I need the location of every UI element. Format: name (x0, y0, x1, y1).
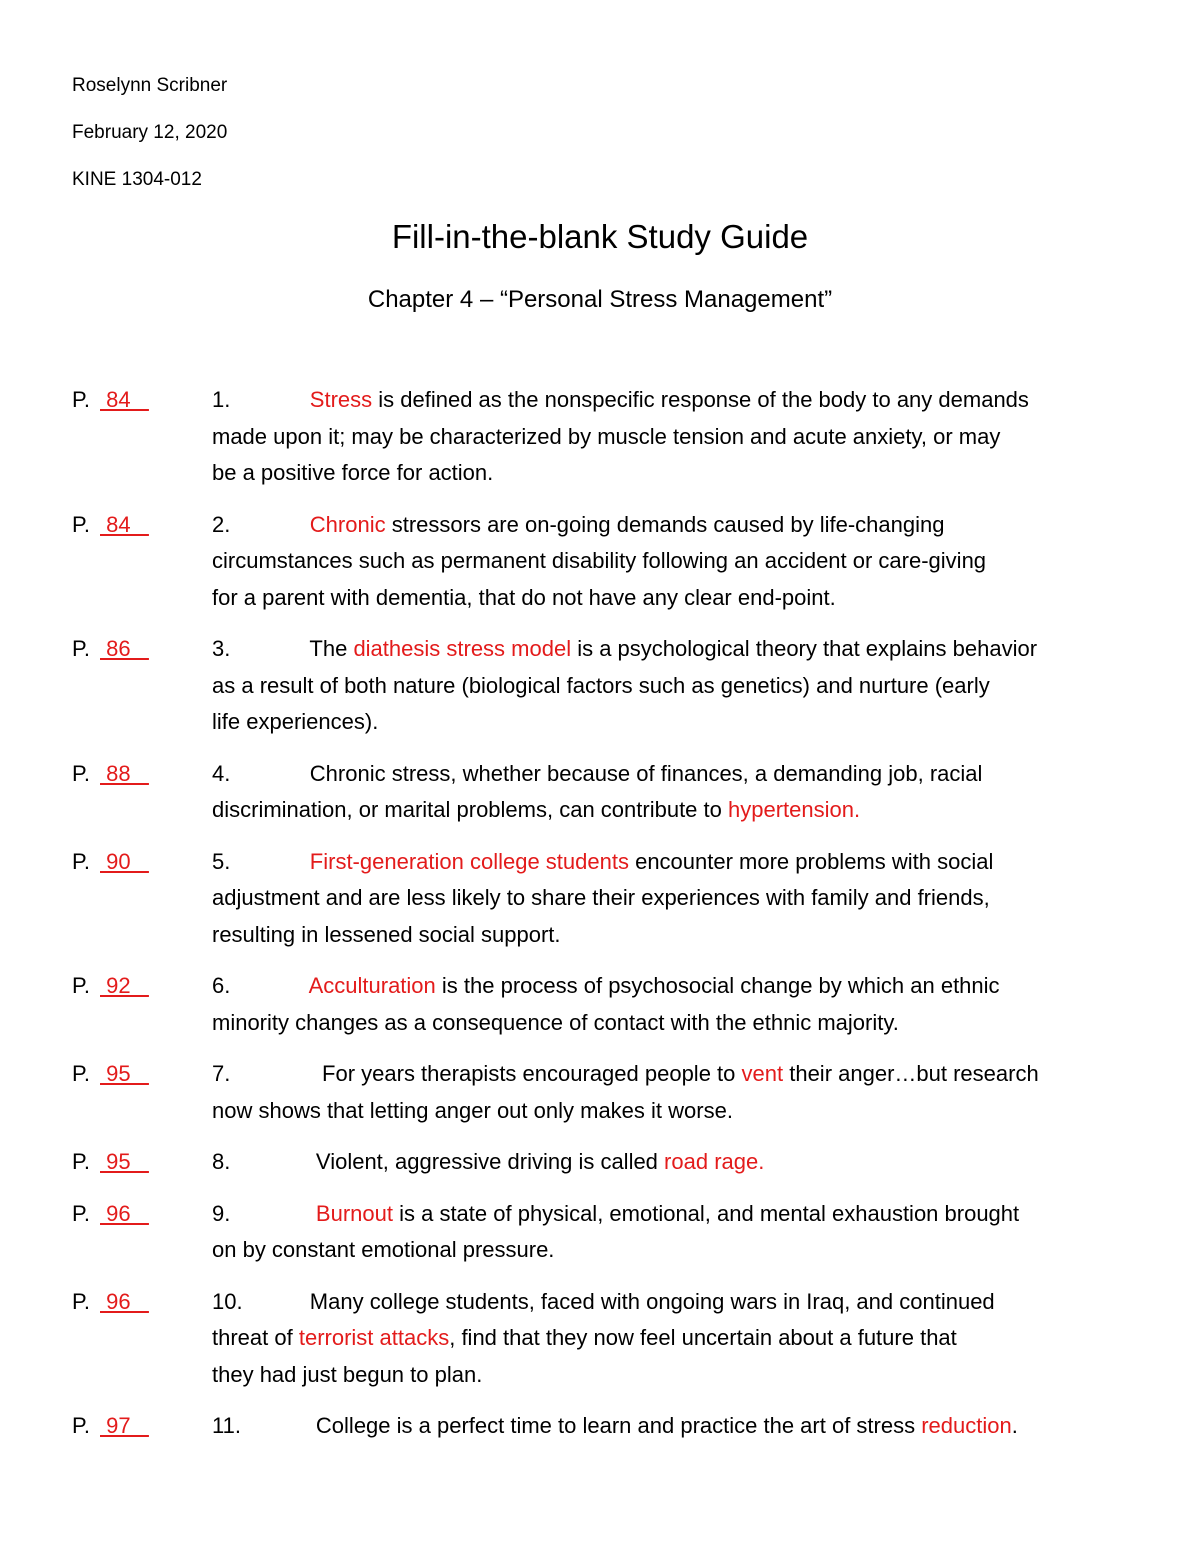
page-prefix: P. (72, 760, 90, 786)
question-text-before: The (309, 636, 354, 661)
question-text-after: . (1011, 1413, 1018, 1438)
blank-answer: hypertension. (728, 797, 861, 822)
blank-answer: Acculturation (308, 973, 436, 998)
page-number-answer: 88 (100, 760, 149, 786)
question-list (0, 382, 1200, 1460)
blank-answer: Stress (309, 387, 373, 412)
page-number-answer: 90 (100, 848, 149, 874)
question-item (0, 844, 1200, 954)
question-text (212, 382, 1122, 492)
question-text (212, 1056, 1122, 1129)
page-prefix: P. (72, 1061, 90, 1086)
question-text-before: For years therapists encouraged people to (322, 1061, 742, 1086)
question-number: 4. (212, 760, 231, 786)
question-text-after: stressors are on-going demands caused by life-changing circumstances such as permanent disability following an accident or care-giving for a parent with dementia, that do not have any clear end-point. (212, 511, 987, 610)
page-number-answer: 84 (100, 387, 149, 412)
question-text (212, 631, 1122, 741)
page-prefix: P. (72, 1200, 90, 1226)
page-prefix: P. (72, 848, 90, 874)
student-name: Roselynn Scribner (72, 75, 228, 96)
question-text (212, 1196, 1122, 1269)
question-text-after: , find that they now feel uncertain about a future that they had just begun to plan. (212, 1325, 957, 1387)
blank-answer: Burnout (315, 1200, 393, 1226)
blank-answer: road rage. (664, 1149, 765, 1174)
question-text (212, 1144, 1122, 1181)
blank-answer: First-generation college students (309, 848, 629, 874)
page-number-answer: 95 (100, 1149, 149, 1174)
question-text-after: encounter more problems with social adjustment and are less likely to share their experiences with family and friends, resulting in lessened social support. (212, 848, 994, 947)
question-text-after: is a psychological theory that explains behavior as a result of both nature (biological factors such as genetics) and nurture (early life experiences). (212, 636, 1038, 734)
page-subtitle: Chapter 4 – “Personal Stress Management” (367, 286, 833, 313)
question-text-before: Violent, aggressive driving is called (315, 1149, 665, 1174)
blank-answer: reduction (921, 1413, 1012, 1438)
question-text-before: College is a perfect time to learn and practice the art of stress (315, 1413, 922, 1438)
question-number: 9. (212, 1200, 231, 1226)
page-number-answer: 97 (100, 1413, 149, 1438)
page-number-answer: 96 (100, 1288, 149, 1314)
question-text (212, 507, 1122, 617)
question-number: 11. (212, 1413, 241, 1438)
question-text (212, 1408, 1122, 1445)
question-number: 7. (212, 1061, 231, 1086)
blank-answer: terrorist attacks (298, 1325, 450, 1350)
page-number-answer: 86 (100, 636, 149, 661)
page-title: Fill-in-the-blank Study Guide (391, 218, 809, 255)
question-text (212, 1284, 1122, 1394)
blank-answer: diathesis stress model (353, 636, 572, 661)
question-text-after: is defined as the nonspecific response of the body to any demands made upon it; may be characterized by muscle tension and acute anxiety, or may be a positive force for action. (212, 387, 1029, 485)
question-item (0, 1196, 1200, 1269)
question-text-after: their anger…but research now shows that letting anger out only makes it worse. (212, 1061, 1039, 1123)
page-prefix: P. (72, 511, 90, 537)
question-number: 1. (212, 387, 231, 412)
question-item (0, 1144, 1200, 1181)
question-item (0, 968, 1200, 1041)
question-number: 5. (212, 848, 231, 874)
question-item (0, 1408, 1200, 1445)
page-number-answer: 95 (100, 1061, 149, 1086)
page-prefix: P. (72, 973, 90, 998)
question-text-before: Chronic stress, whether because of finances, a demanding job, racial discrimination, or marital problems, can contribute to (212, 760, 983, 822)
page-prefix: P. (72, 1413, 90, 1438)
page-prefix: P. (72, 1149, 90, 1174)
page-number-answer: 84 (100, 511, 149, 537)
question-number: 6. (212, 973, 231, 998)
page-number-answer: 92 (100, 973, 149, 998)
page-number-answer: 96 (100, 1200, 149, 1226)
question-text (212, 968, 1122, 1041)
question-item (0, 507, 1200, 617)
question-number: 10. (212, 1288, 243, 1314)
question-number: 8. (212, 1149, 231, 1174)
question-text-after: is the process of psychosocial change by which an ethnic minority changes as a consequence of contact with the ethnic majority. (212, 973, 1000, 1035)
page-prefix: P. (72, 636, 90, 661)
question-text-after: is a state of physical, emotional, and mental exhaustion brought on by constant emotional pressure. (212, 1200, 1020, 1262)
blank-answer: Chronic (309, 511, 386, 537)
question-item (0, 631, 1200, 741)
question-number: 3. (212, 636, 231, 661)
question-item (0, 1056, 1200, 1129)
question-text (212, 844, 1122, 954)
question-text (212, 756, 1122, 829)
document-date: February 12, 2020 (72, 122, 228, 143)
question-item (0, 1284, 1200, 1394)
course-code: KINE 1304-012 (72, 169, 202, 190)
blank-answer: vent (741, 1061, 784, 1086)
question-number: 2. (212, 511, 231, 537)
question-item (0, 756, 1200, 829)
question-item (0, 382, 1200, 492)
page-prefix: P. (72, 387, 90, 412)
question-text-before: Many college students, faced with ongoing wars in Iraq, and continued threat of (212, 1288, 995, 1350)
page-prefix: P. (72, 1288, 90, 1314)
